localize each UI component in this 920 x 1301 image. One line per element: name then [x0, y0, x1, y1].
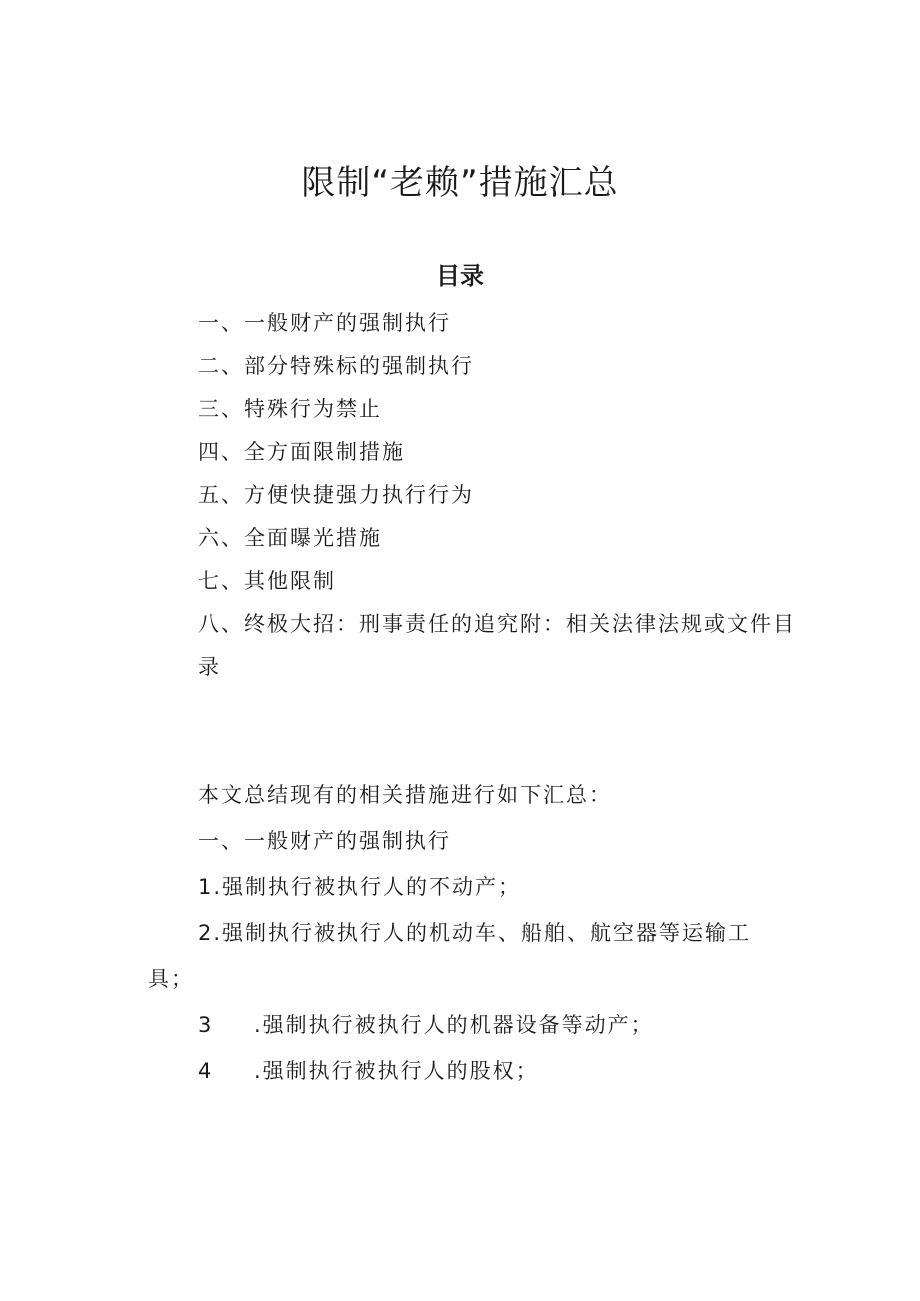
item-text: .强制执行被执行人的股权；	[254, 1059, 539, 1083]
item-text: .强制执行被执行人的机器设备等动产；	[254, 1013, 654, 1037]
list-item	[0, 1002, 920, 1048]
toc-item: 三、特殊行为禁止	[198, 397, 382, 421]
document-body	[0, 772, 920, 1094]
toc-item: 八、终极大招：刑事责任的追究附：相关法律法规或文件目录	[198, 612, 796, 679]
toc-heading: 目录	[436, 262, 484, 290]
list-item	[0, 1048, 920, 1094]
list-item	[0, 864, 920, 910]
toc-item: 五、方便快捷强力执行行为	[198, 483, 474, 507]
item-number: 1.	[198, 875, 223, 899]
table-of-contents	[198, 302, 808, 689]
toc-item: 二、部分特殊标的强制执行	[198, 354, 474, 378]
toc-item: 一、一般财产的强制执行	[198, 311, 451, 335]
toc-item: 六、全面曝光措施	[198, 526, 382, 550]
document-title: 限制“老赖”措施汇总	[301, 163, 619, 203]
item-text-continuation: 具；	[148, 967, 194, 991]
item-text: 强制执行被执行人的不动产；	[222, 875, 522, 899]
toc-item: 七、其他限制	[198, 569, 336, 593]
intro-paragraph: 本文总结现有的相关措施进行如下汇总：	[198, 783, 612, 807]
item-number: 4	[198, 1059, 214, 1083]
item-number: 3	[198, 1013, 214, 1037]
item-text: .强制执行被执行人的机动车、船舶、航空器等运输工	[213, 921, 752, 945]
toc-item: 四、全方面限制措施	[198, 440, 405, 464]
list-item	[0, 910, 920, 1002]
section-heading: 一、一般财产的强制执行	[198, 829, 451, 853]
item-number: 2	[198, 921, 214, 945]
